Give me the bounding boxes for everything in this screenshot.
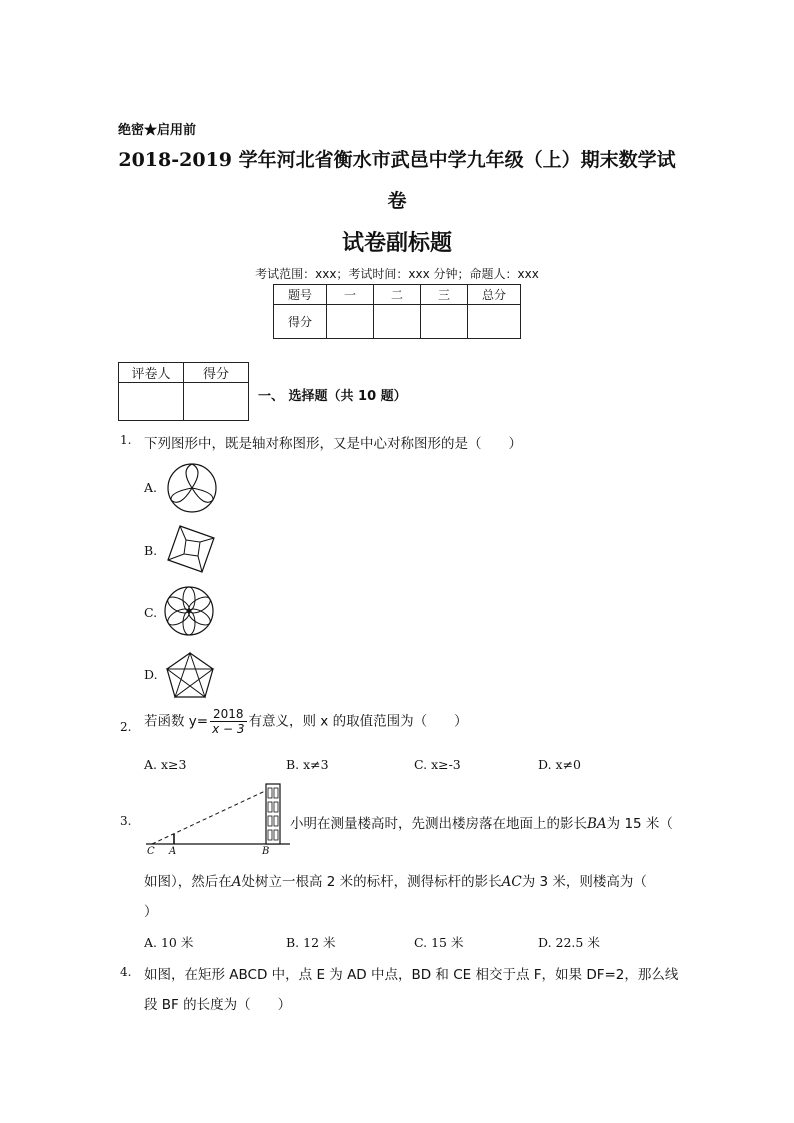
question-number: 4. <box>120 965 132 979</box>
grader-table <box>118 362 249 421</box>
fraction <box>210 707 246 736</box>
score-cell[interactable] <box>468 305 521 339</box>
score-header-cell: 二 <box>374 285 421 305</box>
option-label: C. <box>144 605 158 620</box>
option-a: A. x≥3 <box>144 757 187 772</box>
score-cell[interactable] <box>374 305 421 339</box>
var-ba: BA <box>587 816 607 832</box>
q3-text-a: 小明在测量楼高时，先测出楼房落在地面上的影长 <box>290 816 587 832</box>
grader-header-cell: 评卷人 <box>119 363 184 383</box>
score-header-cell: 三 <box>421 285 468 305</box>
option-label: A. <box>144 480 158 495</box>
question-text-line1: 如图，在矩形 ABCD 中，点 E 为 AD 中点，BD 和 CE 相交于点 F，如果 DF=2，那么线 <box>144 967 679 983</box>
question-text-line2: 段 BF 的长度为（ ） <box>144 997 292 1013</box>
option-label: B. <box>144 543 158 558</box>
grader-cell[interactable] <box>119 383 184 421</box>
figure-label-c: C <box>147 846 155 857</box>
question-number: 2. <box>120 720 132 734</box>
grader-cell[interactable] <box>184 383 249 421</box>
var-ac: AC <box>501 874 522 890</box>
question-text-line1 <box>290 812 673 832</box>
circle-three-petal-figure <box>166 462 218 514</box>
pentagon-star-figure <box>164 651 216 699</box>
grader-header-cell: 得分 <box>184 363 249 383</box>
figure-label-b: B <box>262 846 270 857</box>
six-petal-flower-figure <box>163 585 215 637</box>
exam-subtitle: 试卷副标题 <box>341 230 452 256</box>
q3-text-d: 处树立一根高 2 米的标杆，测得标杆的影长 <box>241 874 502 890</box>
option-b: B. x≠3 <box>286 757 329 772</box>
section-title: 一、 选择题（共 10 题） <box>258 389 407 404</box>
score-cell[interactable] <box>421 305 468 339</box>
fraction-denominator: x − 3 <box>212 722 245 736</box>
question-text-line3: ） <box>144 904 158 920</box>
q3-text-c: 如图），然后在 <box>144 874 232 890</box>
figure-label-a: A <box>169 846 177 857</box>
question-text <box>144 707 468 736</box>
q3-text-e: 为 3 米，则楼高为（ <box>521 874 647 890</box>
option-a: A. 10 米 <box>144 935 194 950</box>
score-header-cell: 总分 <box>468 285 521 305</box>
option-d: D. x≠0 <box>538 757 581 772</box>
score-table <box>273 284 521 339</box>
secret-mark: 绝密★启用前 <box>118 123 197 138</box>
building-shadow-figure <box>142 782 292 862</box>
option-c: C. x≥-3 <box>414 757 461 772</box>
score-header-cell: 题号 <box>274 285 327 305</box>
score-header-cell: 一 <box>327 285 374 305</box>
exam-info: 考试范围：xxx；考试时间：xxx 分钟；命题人：xxx <box>255 267 539 281</box>
option-c: C. 15 米 <box>414 935 464 950</box>
option-label: D. <box>144 667 158 682</box>
question-text-pre: 若函数 y= <box>144 713 209 730</box>
score-cell[interactable] <box>327 305 374 339</box>
score-row-label: 得分 <box>274 305 327 339</box>
pinwheel-square-figure <box>166 524 218 574</box>
fraction-numerator: 2018 <box>210 707 246 722</box>
question-text-line2 <box>144 870 647 890</box>
option-b: B. 12 米 <box>286 935 336 950</box>
var-a: A <box>231 874 242 890</box>
question-number: 1. <box>120 433 132 447</box>
question-text: 下列图形中，既是轴对称图形，又是中心对称图形的是（ ） <box>144 436 522 452</box>
question-text-post: 有意义，则 x 的取值范围为（ ） <box>248 713 468 730</box>
question-number: 3. <box>120 814 132 828</box>
exam-title-line2: 卷 <box>387 190 407 212</box>
exam-title-line1: 2018-2019 学年河北省衡水市武邑中学九年级（上）期末数学试 <box>118 149 676 171</box>
q3-text-b: 为 15 米（ <box>606 816 673 832</box>
option-d: D. 22.5 米 <box>538 935 600 950</box>
